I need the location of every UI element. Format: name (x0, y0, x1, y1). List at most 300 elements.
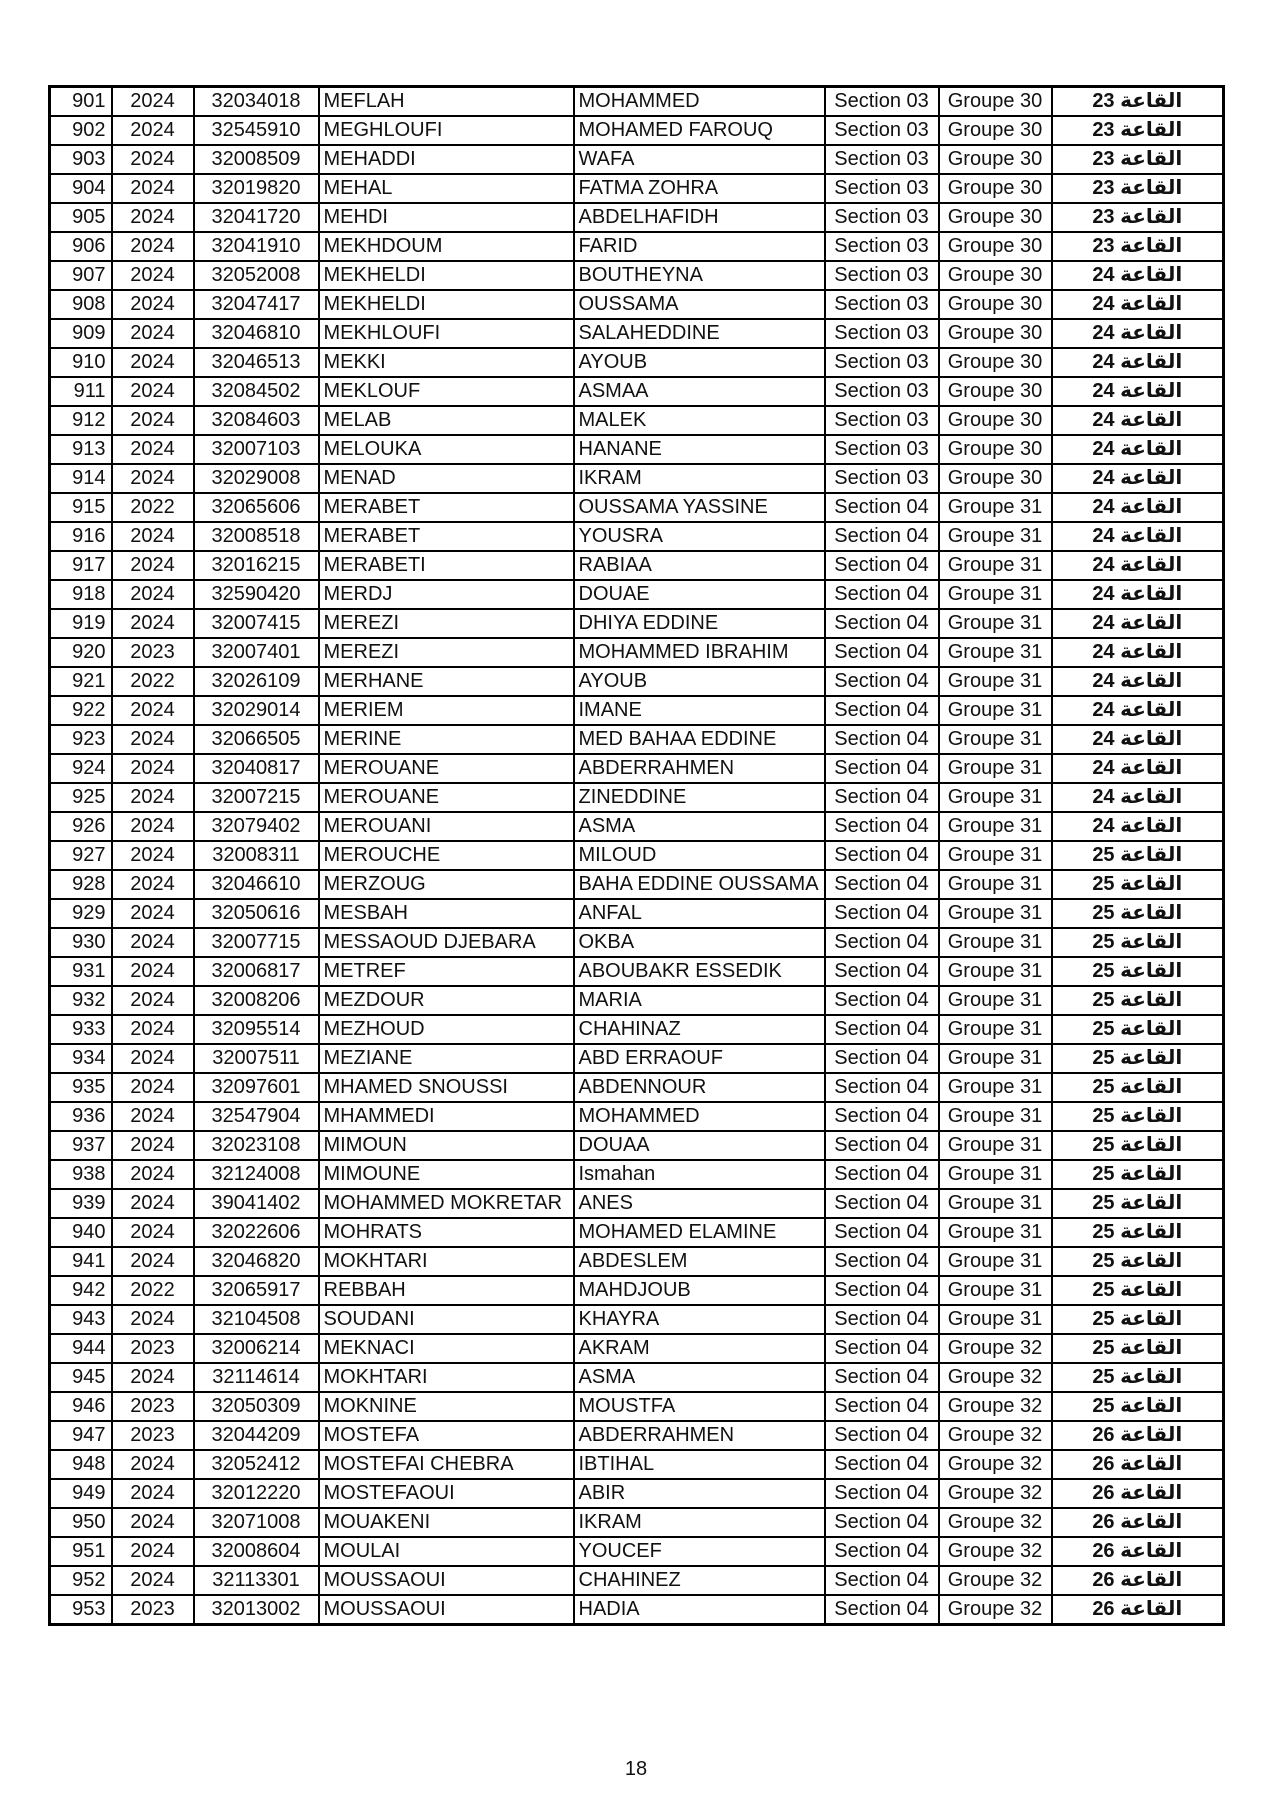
year-cell: 2022 (112, 667, 194, 696)
first-name-cell: MED BAHAA EDDINE (574, 725, 825, 754)
group-cell: Groupe 32 (939, 1566, 1052, 1595)
room-label: القاعة (1120, 206, 1183, 228)
table-row (50, 1160, 1224, 1189)
year-cell: 2024 (112, 1131, 194, 1160)
section-cell: Section 03 (825, 145, 939, 174)
student-id-cell: 32071008 (194, 1508, 319, 1537)
room-number: 25 (1092, 1308, 1115, 1330)
group-cell: Groupe 31 (939, 812, 1052, 841)
room-label: القاعة (1120, 525, 1183, 547)
last-name-cell: MESBAH (319, 899, 574, 928)
room-label: القاعة (1120, 1250, 1183, 1272)
room-cell (1052, 638, 1224, 667)
table-row (50, 1450, 1224, 1479)
room-label: القاعة (1120, 235, 1183, 257)
room-number: 23 (1092, 177, 1115, 199)
section-cell: Section 04 (825, 1189, 939, 1218)
last-name-cell: MEKKI (319, 348, 574, 377)
section-cell: Section 04 (825, 638, 939, 667)
last-name-cell: MOULAI (319, 1537, 574, 1566)
room-label: القاعة (1120, 1424, 1183, 1446)
room-number: 26 (1092, 1540, 1115, 1562)
room-label: القاعة (1120, 1569, 1183, 1591)
group-cell: Groupe 32 (939, 1421, 1052, 1450)
room-cell (1052, 203, 1224, 232)
room-label: القاعة (1120, 351, 1183, 373)
first-name-cell: HADIA (574, 1595, 825, 1625)
room-cell (1052, 1334, 1224, 1363)
first-name-cell: MILOUD (574, 841, 825, 870)
room-cell (1052, 1189, 1224, 1218)
room-number: 24 (1092, 612, 1115, 634)
last-name-cell: MOSTEFAI CHEBRA (319, 1450, 574, 1479)
last-name-cell: MENAD (319, 464, 574, 493)
room-number: 23 (1092, 90, 1115, 112)
table-row (50, 1305, 1224, 1334)
room-label: القاعة (1120, 322, 1183, 344)
room-label: القاعة (1120, 1366, 1183, 1388)
first-name-cell: CHAHINEZ (574, 1566, 825, 1595)
room-number: 24 (1092, 467, 1115, 489)
year-cell: 2022 (112, 493, 194, 522)
row-number-cell: 924 (50, 754, 112, 783)
section-cell: Section 04 (825, 812, 939, 841)
first-name-cell: HANANE (574, 435, 825, 464)
table-row (50, 1044, 1224, 1073)
student-id-cell: 32046610 (194, 870, 319, 899)
student-id-cell: 32006817 (194, 957, 319, 986)
group-cell: Groupe 31 (939, 783, 1052, 812)
group-cell: Groupe 30 (939, 87, 1052, 117)
last-name-cell: MEKHLOUFI (319, 319, 574, 348)
room-label: القاعة (1120, 670, 1183, 692)
year-cell: 2024 (112, 522, 194, 551)
year-cell: 2024 (112, 1189, 194, 1218)
student-id-cell: 32040817 (194, 754, 319, 783)
year-cell: 2024 (112, 232, 194, 261)
room-cell (1052, 986, 1224, 1015)
room-label: القاعة (1120, 1482, 1183, 1504)
section-cell: Section 04 (825, 551, 939, 580)
room-label: القاعة (1120, 148, 1183, 170)
table-row (50, 551, 1224, 580)
group-cell: Groupe 31 (939, 1131, 1052, 1160)
year-cell: 2024 (112, 1566, 194, 1595)
year-cell: 2024 (112, 203, 194, 232)
student-id-cell: 32008206 (194, 986, 319, 1015)
year-cell: 2024 (112, 1537, 194, 1566)
student-id-cell: 32084603 (194, 406, 319, 435)
room-number: 24 (1092, 670, 1115, 692)
group-cell: Groupe 31 (939, 1102, 1052, 1131)
year-cell: 2024 (112, 377, 194, 406)
student-id-cell: 32052008 (194, 261, 319, 290)
first-name-cell: IMANE (574, 696, 825, 725)
room-number: 24 (1092, 525, 1115, 547)
room-cell (1052, 261, 1224, 290)
row-number-cell: 949 (50, 1479, 112, 1508)
table-row (50, 1363, 1224, 1392)
room-cell (1052, 1218, 1224, 1247)
room-number: 26 (1092, 1511, 1115, 1533)
student-id-cell: 32007401 (194, 638, 319, 667)
room-number: 25 (1092, 1076, 1115, 1098)
section-cell: Section 03 (825, 290, 939, 319)
group-cell: Groupe 32 (939, 1334, 1052, 1363)
room-number: 25 (1092, 1163, 1115, 1185)
room-label: القاعة (1120, 989, 1183, 1011)
group-cell: Groupe 30 (939, 406, 1052, 435)
room-label: القاعة (1120, 380, 1183, 402)
section-cell: Section 03 (825, 203, 939, 232)
group-cell: Groupe 31 (939, 696, 1052, 725)
first-name-cell: ANES (574, 1189, 825, 1218)
room-cell (1052, 1044, 1224, 1073)
first-name-cell: YOUCEF (574, 1537, 825, 1566)
group-cell: Groupe 31 (939, 928, 1052, 957)
room-number: 25 (1092, 989, 1115, 1011)
room-cell (1052, 551, 1224, 580)
section-cell: Section 03 (825, 174, 939, 203)
room-cell (1052, 1537, 1224, 1566)
first-name-cell: KHAYRA (574, 1305, 825, 1334)
group-cell: Groupe 30 (939, 232, 1052, 261)
row-number-cell: 927 (50, 841, 112, 870)
table-row (50, 203, 1224, 232)
table-row (50, 725, 1224, 754)
room-number: 23 (1092, 235, 1115, 257)
student-id-cell: 32079402 (194, 812, 319, 841)
row-number-cell: 925 (50, 783, 112, 812)
student-id-cell: 32113301 (194, 1566, 319, 1595)
section-cell: Section 04 (825, 1508, 939, 1537)
group-cell: Groupe 31 (939, 1247, 1052, 1276)
room-cell (1052, 696, 1224, 725)
row-number-cell: 905 (50, 203, 112, 232)
room-cell (1052, 1015, 1224, 1044)
room-cell (1052, 145, 1224, 174)
room-label: القاعة (1120, 264, 1183, 286)
table-row (50, 261, 1224, 290)
section-cell: Section 04 (825, 609, 939, 638)
last-name-cell: MELAB (319, 406, 574, 435)
group-cell: Groupe 30 (939, 261, 1052, 290)
room-cell (1052, 899, 1224, 928)
room-label: القاعة (1120, 293, 1183, 315)
group-cell: Groupe 31 (939, 1305, 1052, 1334)
student-id-cell: 32050616 (194, 899, 319, 928)
group-cell: Groupe 31 (939, 1160, 1052, 1189)
row-number-cell: 916 (50, 522, 112, 551)
first-name-cell: ABIR (574, 1479, 825, 1508)
last-name-cell: MESSAOUD DJEBARA (319, 928, 574, 957)
year-cell: 2024 (112, 1305, 194, 1334)
room-cell (1052, 522, 1224, 551)
year-cell: 2024 (112, 754, 194, 783)
student-id-cell: 32066505 (194, 725, 319, 754)
section-cell: Section 04 (825, 1102, 939, 1131)
section-cell: Section 04 (825, 1247, 939, 1276)
room-number: 24 (1092, 815, 1115, 837)
last-name-cell: MELOUKA (319, 435, 574, 464)
room-cell (1052, 1102, 1224, 1131)
group-cell: Groupe 31 (939, 667, 1052, 696)
row-number-cell: 909 (50, 319, 112, 348)
room-label: القاعة (1120, 1598, 1183, 1620)
room-number: 25 (1092, 902, 1115, 924)
year-cell: 2024 (112, 1073, 194, 1102)
room-number: 24 (1092, 351, 1115, 373)
last-name-cell: MOSTEFA (319, 1421, 574, 1450)
page-number: 18 (624, 1758, 648, 1780)
first-name-cell: IKRAM (574, 464, 825, 493)
year-cell: 2024 (112, 1160, 194, 1189)
last-name-cell: MEZIANE (319, 1044, 574, 1073)
room-label: القاعة (1120, 583, 1183, 605)
table-row (50, 87, 1224, 117)
room-number: 26 (1092, 1424, 1115, 1446)
section-cell: Section 04 (825, 928, 939, 957)
first-name-cell: MOHAMMED IBRAHIM (574, 638, 825, 667)
last-name-cell: MOHAMMED MOKRETAR (319, 1189, 574, 1218)
table-row (50, 609, 1224, 638)
last-name-cell: MEREZI (319, 638, 574, 667)
table-row (50, 1189, 1224, 1218)
room-cell (1052, 1276, 1224, 1305)
last-name-cell: MERZOUG (319, 870, 574, 899)
room-number: 26 (1092, 1569, 1115, 1591)
year-cell: 2024 (112, 319, 194, 348)
room-label: القاعة (1120, 1511, 1183, 1533)
room-cell (1052, 1421, 1224, 1450)
last-name-cell: MEGHLOUFI (319, 116, 574, 145)
student-id-cell: 32008311 (194, 841, 319, 870)
row-number-cell: 936 (50, 1102, 112, 1131)
year-cell: 2024 (112, 1102, 194, 1131)
year-cell: 2023 (112, 1392, 194, 1421)
table-row (50, 435, 1224, 464)
section-cell: Section 04 (825, 667, 939, 696)
year-cell: 2023 (112, 1421, 194, 1450)
room-number: 25 (1092, 1134, 1115, 1156)
year-cell: 2024 (112, 174, 194, 203)
section-cell: Section 04 (825, 1450, 939, 1479)
first-name-cell: MOHAMED ELAMINE (574, 1218, 825, 1247)
section-cell: Section 04 (825, 1334, 939, 1363)
year-cell: 2023 (112, 1334, 194, 1363)
row-number-cell: 946 (50, 1392, 112, 1421)
room-cell (1052, 87, 1224, 117)
year-cell: 2024 (112, 145, 194, 174)
last-name-cell: REBBAH (319, 1276, 574, 1305)
first-name-cell: DOUAE (574, 580, 825, 609)
section-cell: Section 04 (825, 1276, 939, 1305)
room-cell (1052, 464, 1224, 493)
student-id-cell: 32590420 (194, 580, 319, 609)
year-cell: 2024 (112, 1218, 194, 1247)
room-number: 25 (1092, 1366, 1115, 1388)
room-cell (1052, 435, 1224, 464)
room-number: 24 (1092, 728, 1115, 750)
room-cell (1052, 841, 1224, 870)
student-id-cell: 32023108 (194, 1131, 319, 1160)
room-label: القاعة (1120, 1163, 1183, 1185)
room-cell (1052, 174, 1224, 203)
room-cell (1052, 116, 1224, 145)
table-row (50, 522, 1224, 551)
table-row (50, 1276, 1224, 1305)
row-number-cell: 951 (50, 1537, 112, 1566)
section-cell: Section 03 (825, 116, 939, 145)
section-cell: Section 04 (825, 957, 939, 986)
row-number-cell: 922 (50, 696, 112, 725)
first-name-cell: ABD ERRAOUF (574, 1044, 825, 1073)
first-name-cell: ABDELHAFIDH (574, 203, 825, 232)
room-number: 25 (1092, 960, 1115, 982)
room-label: القاعة (1120, 641, 1183, 663)
section-cell: Section 04 (825, 1044, 939, 1073)
row-number-cell: 928 (50, 870, 112, 899)
year-cell: 2024 (112, 928, 194, 957)
table-row (50, 754, 1224, 783)
last-name-cell: MEKNACI (319, 1334, 574, 1363)
group-cell: Groupe 31 (939, 986, 1052, 1015)
room-cell (1052, 1363, 1224, 1392)
student-id-cell: 32114614 (194, 1363, 319, 1392)
room-cell (1052, 1131, 1224, 1160)
last-name-cell: MEKHELDI (319, 261, 574, 290)
student-id-cell: 32065917 (194, 1276, 319, 1305)
last-name-cell: MHAMMEDI (319, 1102, 574, 1131)
group-cell: Groupe 31 (939, 1044, 1052, 1073)
student-id-cell: 32065606 (194, 493, 319, 522)
table-row (50, 899, 1224, 928)
student-id-cell: 32029014 (194, 696, 319, 725)
room-number: 25 (1092, 1395, 1115, 1417)
year-cell: 2024 (112, 406, 194, 435)
room-cell (1052, 667, 1224, 696)
row-number-cell: 913 (50, 435, 112, 464)
room-number: 25 (1092, 844, 1115, 866)
year-cell: 2024 (112, 116, 194, 145)
table-row (50, 783, 1224, 812)
first-name-cell: MOHAMMED (574, 1102, 825, 1131)
row-number-cell: 931 (50, 957, 112, 986)
room-cell (1052, 348, 1224, 377)
table-row (50, 406, 1224, 435)
first-name-cell: CHAHINAZ (574, 1015, 825, 1044)
room-label: القاعة (1120, 1540, 1183, 1562)
last-name-cell: MEROUANI (319, 812, 574, 841)
room-number: 24 (1092, 699, 1115, 721)
year-cell: 2024 (112, 1015, 194, 1044)
room-number: 24 (1092, 380, 1115, 402)
last-name-cell: MERINE (319, 725, 574, 754)
row-number-cell: 911 (50, 377, 112, 406)
room-number: 24 (1092, 264, 1115, 286)
year-cell: 2024 (112, 783, 194, 812)
table-row (50, 1566, 1224, 1595)
student-id-cell: 32124008 (194, 1160, 319, 1189)
year-cell: 2024 (112, 1479, 194, 1508)
room-cell (1052, 1508, 1224, 1537)
student-id-cell: 32008604 (194, 1537, 319, 1566)
student-id-cell: 32007511 (194, 1044, 319, 1073)
student-id-cell: 32006214 (194, 1334, 319, 1363)
student-id-cell: 32104508 (194, 1305, 319, 1334)
year-cell: 2024 (112, 1363, 194, 1392)
group-cell: Groupe 32 (939, 1392, 1052, 1421)
first-name-cell: ANFAL (574, 899, 825, 928)
room-label: القاعة (1120, 902, 1183, 924)
room-label: القاعة (1120, 844, 1183, 866)
section-cell: Section 03 (825, 435, 939, 464)
row-number-cell: 904 (50, 174, 112, 203)
year-cell: 2024 (112, 899, 194, 928)
year-cell: 2023 (112, 1595, 194, 1625)
last-name-cell: MOKNINE (319, 1392, 574, 1421)
room-cell (1052, 783, 1224, 812)
last-name-cell: MEHDI (319, 203, 574, 232)
room-label: القاعة (1120, 728, 1183, 750)
first-name-cell: ABDERRAHMEN (574, 1421, 825, 1450)
room-cell (1052, 1450, 1224, 1479)
room-number: 25 (1092, 1018, 1115, 1040)
first-name-cell: AKRAM (574, 1334, 825, 1363)
student-id-cell: 32007215 (194, 783, 319, 812)
room-cell (1052, 1247, 1224, 1276)
section-cell: Section 03 (825, 261, 939, 290)
student-id-cell: 32007103 (194, 435, 319, 464)
group-cell: Groupe 31 (939, 725, 1052, 754)
table-row (50, 1479, 1224, 1508)
room-number: 25 (1092, 931, 1115, 953)
room-cell (1052, 812, 1224, 841)
first-name-cell: MOUSTFA (574, 1392, 825, 1421)
table-row (50, 1073, 1224, 1102)
group-cell: Groupe 31 (939, 754, 1052, 783)
first-name-cell: AYOUB (574, 667, 825, 696)
year-cell: 2024 (112, 290, 194, 319)
section-cell: Section 04 (825, 696, 939, 725)
section-cell: Section 04 (825, 1566, 939, 1595)
room-label: القاعة (1120, 699, 1183, 721)
table-row (50, 1537, 1224, 1566)
group-cell: Groupe 31 (939, 1015, 1052, 1044)
table-row (50, 638, 1224, 667)
first-name-cell: RABIAA (574, 551, 825, 580)
first-name-cell: Ismahan (574, 1160, 825, 1189)
first-name-cell: OUSSAMA YASSINE (574, 493, 825, 522)
last-name-cell: MERDJ (319, 580, 574, 609)
student-id-cell: 32016215 (194, 551, 319, 580)
group-cell: Groupe 31 (939, 522, 1052, 551)
student-id-cell: 32008518 (194, 522, 319, 551)
row-number-cell: 926 (50, 812, 112, 841)
row-number-cell: 912 (50, 406, 112, 435)
first-name-cell: ASMA (574, 812, 825, 841)
room-label: القاعة (1120, 931, 1183, 953)
group-cell: Groupe 32 (939, 1595, 1052, 1625)
last-name-cell: MEZHOUD (319, 1015, 574, 1044)
room-number: 25 (1092, 1105, 1115, 1127)
student-id-cell: 32034018 (194, 87, 319, 117)
room-cell (1052, 377, 1224, 406)
year-cell: 2024 (112, 1044, 194, 1073)
row-number-cell: 908 (50, 290, 112, 319)
row-number-cell: 941 (50, 1247, 112, 1276)
last-name-cell: MEROUANE (319, 754, 574, 783)
